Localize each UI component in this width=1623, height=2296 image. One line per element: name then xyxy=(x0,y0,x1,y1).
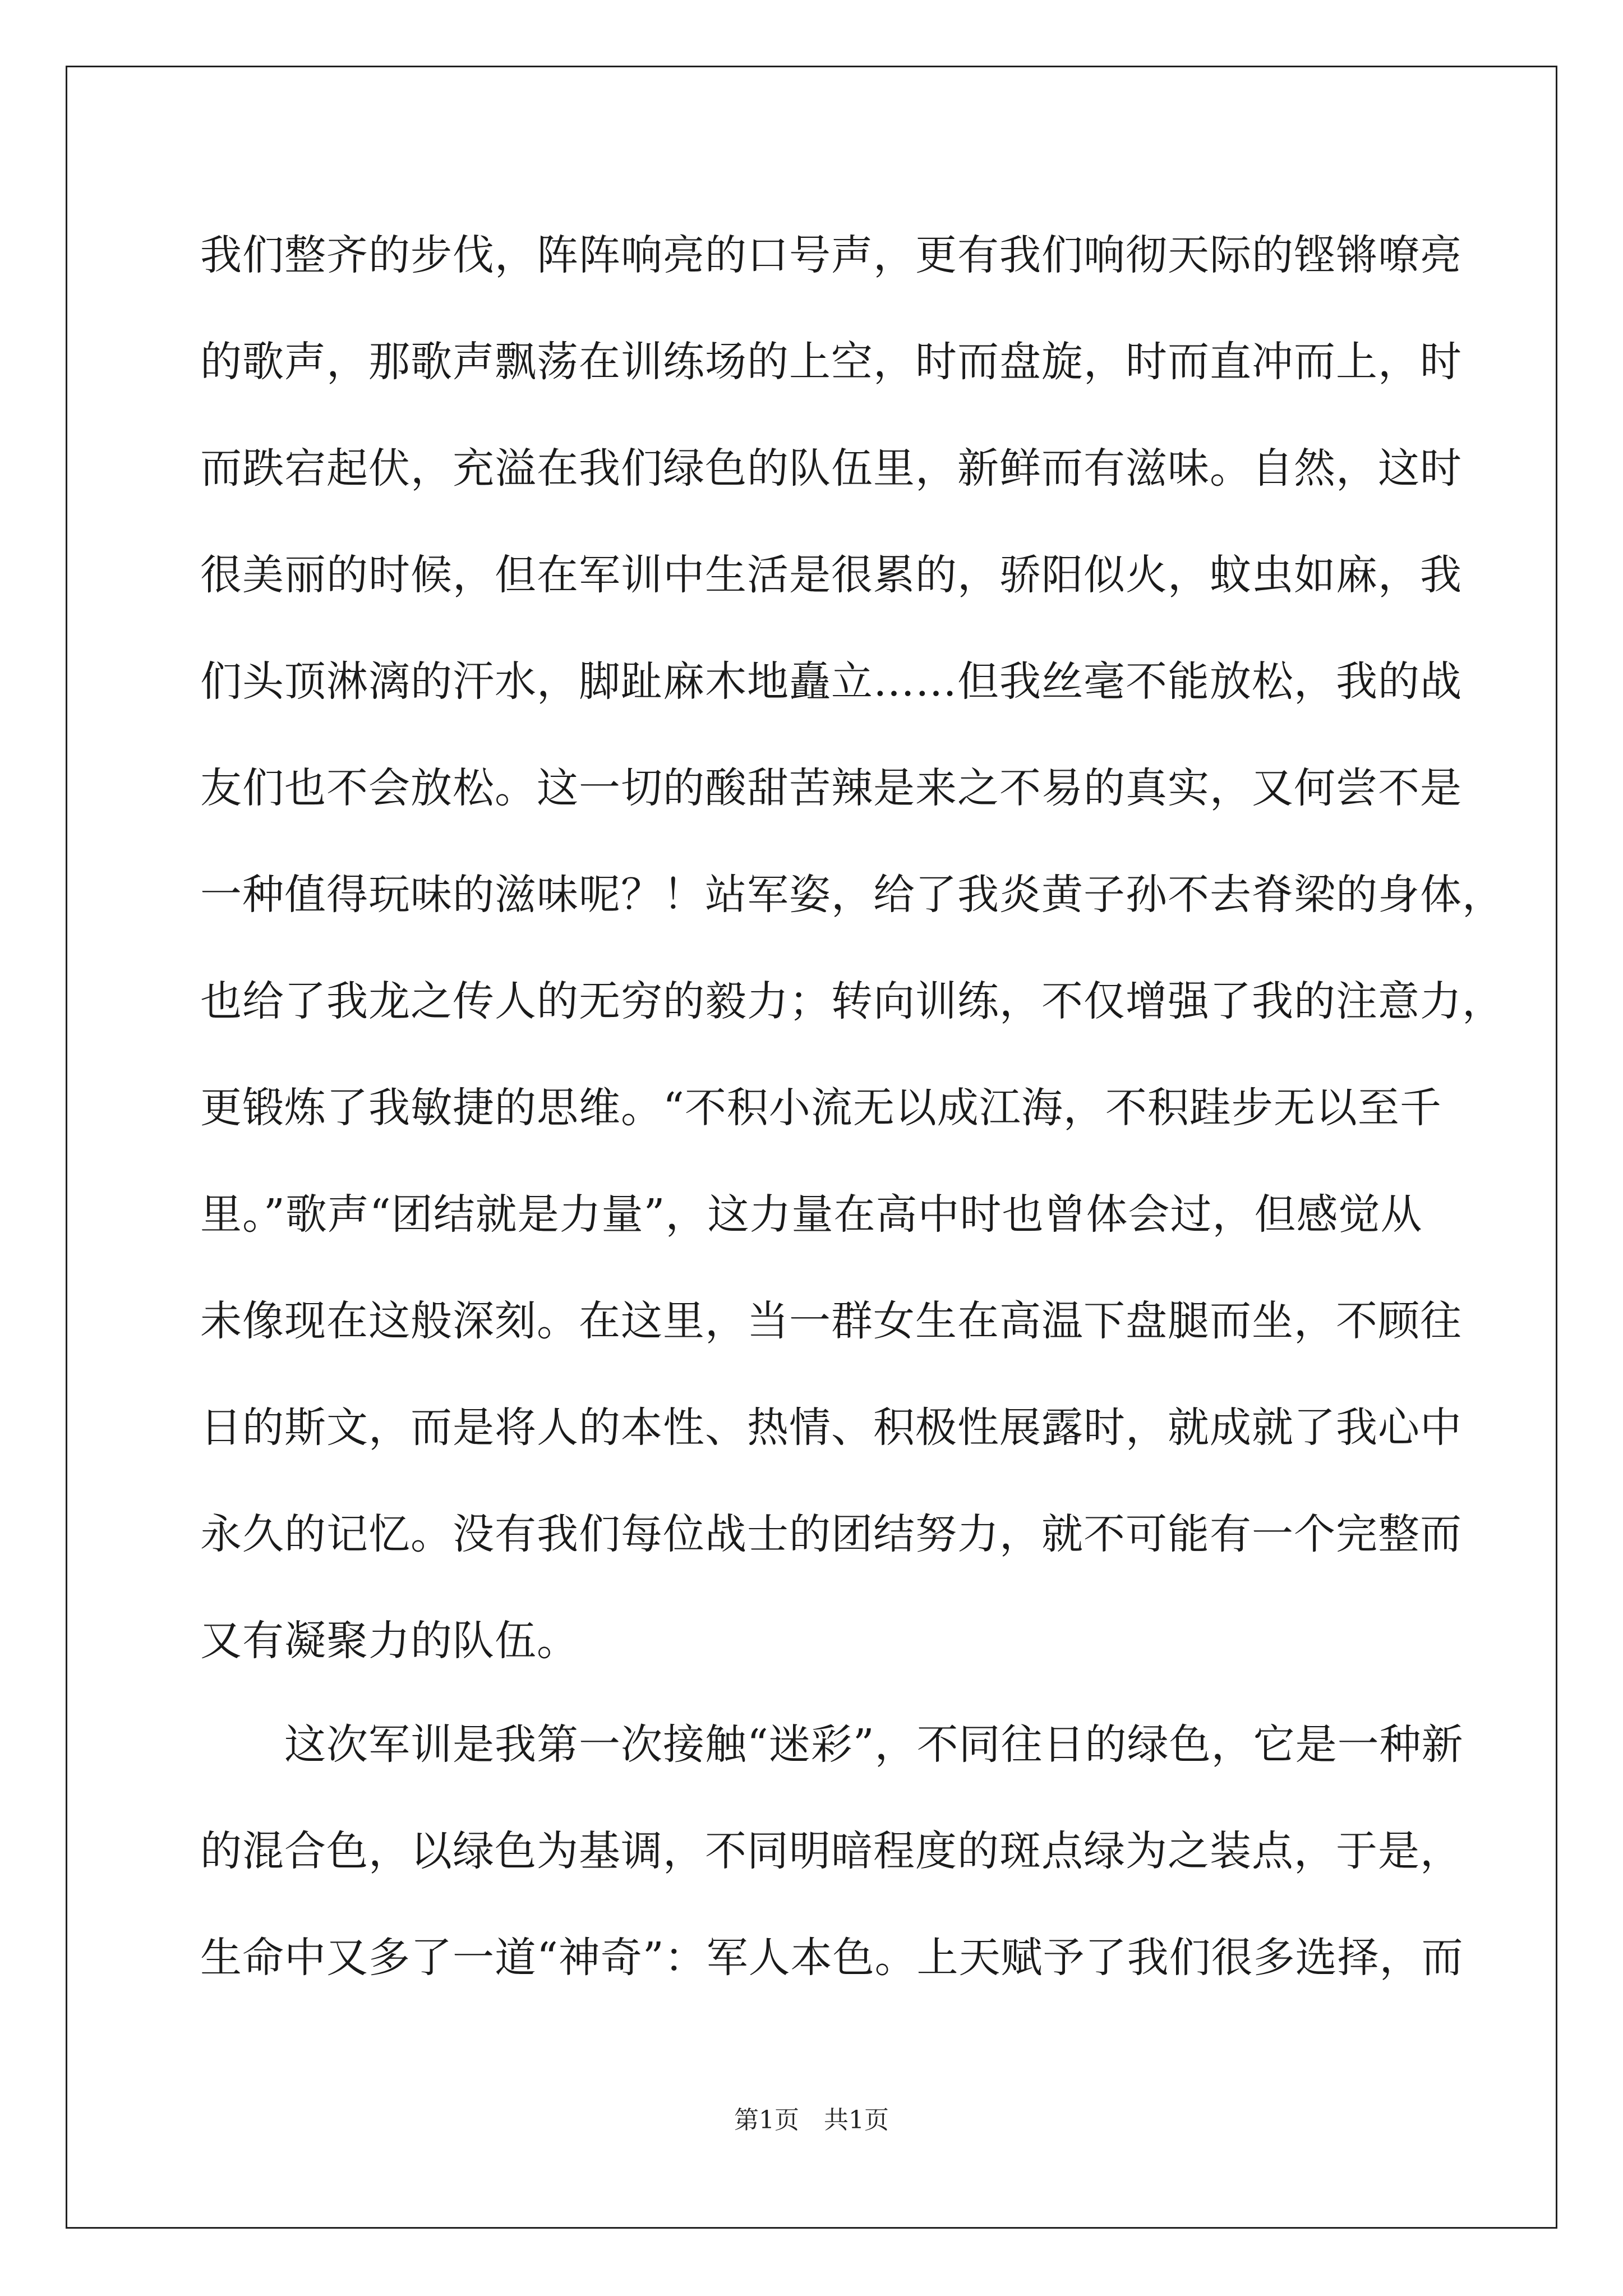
text-line-2: 的歌声，那歌声飘荡在训练场的上空，时而盘旋，时而直冲而上，时 xyxy=(200,338,1462,386)
text-line-9: 更锻炼了我敏捷的思维。“不积小流无以成江海，不积跬步无以至千 xyxy=(200,1084,1442,1132)
text-line-8: 也给了我龙之传人的无穷的毅力；转向训练，不仅增强了我的注意力， xyxy=(200,977,1504,1025)
text-line-11: 未像现在这般深刻。在这里，当一群女生在高温下盘腿而坐，不顾往 xyxy=(200,1297,1462,1345)
text-line-4: 很美丽的时候，但在军训中生活是很累的，骄阳似火，蚊虫如麻，我 xyxy=(200,551,1462,599)
text-line-5: 们头顶淋漓的汗水，脚趾麻木地矗立……但我丝毫不能放松，我的战 xyxy=(200,657,1462,706)
text-line-10: 里。”歌声“团结就是力量”，这力量在高中时也曾体会过，但感觉从 xyxy=(200,1190,1423,1239)
text-line-6: 友们也不会放松。这一切的酸甜苦辣是来之不易的真实，又何尝不是 xyxy=(200,764,1462,812)
text-line-16: 的混合色，以绿色为基调，不同明暗程度的斑点绿为之装点，于是， xyxy=(200,1827,1462,1875)
text-line-7: 一种值得玩味的滋味呢？！站军姿，给了我炎黄子孙不去脊梁的身体， xyxy=(200,871,1504,919)
text-line-15: 这次军训是我第一次接触“迷彩”，不同往日的绿色，它是一种新 xyxy=(200,1720,1464,1769)
text-line-13: 永久的记忆。没有我们每位战士的团结努力，就不可能有一个完整而 xyxy=(200,1510,1462,1558)
text-line-1: 我们整齐的步伐，阵阵响亮的口号声，更有我们响彻天际的铿锵嘹亮 xyxy=(200,231,1462,279)
text-line-12: 日的斯文，而是将人的本性、热情、积极性展露时，就成就了我心中 xyxy=(200,1404,1462,1452)
text-line-3: 而跌宕起伏，充溢在我们绿色的队伍里，新鲜而有滋味。自然，这时 xyxy=(200,444,1462,493)
text-line-14: 又有凝聚力的队伍。 xyxy=(200,1617,579,1665)
text-line-17: 生命中又多了一道“神奇”：军人本色。上天赋予了我们很多选择，而 xyxy=(200,1934,1464,1982)
page-number-footer: 第1页 共1页 xyxy=(734,2106,889,2134)
